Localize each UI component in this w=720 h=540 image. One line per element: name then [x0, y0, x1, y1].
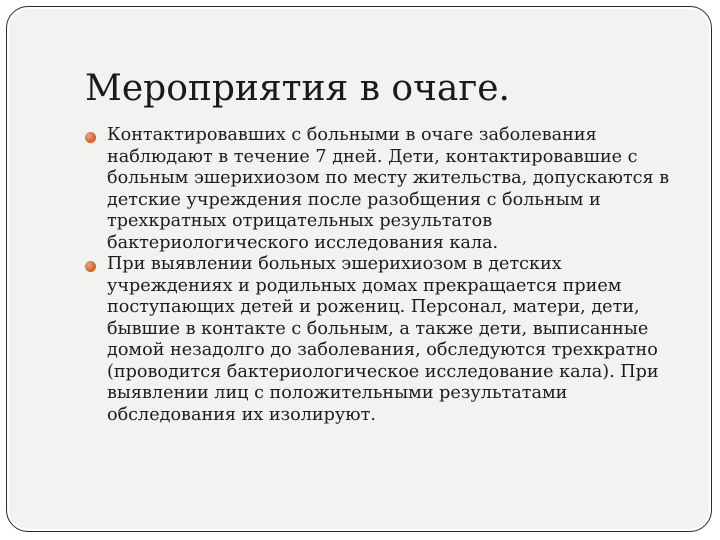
bullet-text: При выявлении больных эшерихиозом в детских учреждениях и родильных домах прекращается прием поступающих детей и рожениц. Персонал, матери, дети, бывшие в контакте с больным, а также дети, выписанные домой незадолго до заболевания, обследуются трехкратно (проводится бактериологическое исследование кала). При выявлении лиц с положительными результатами обследования их изолируют.: [107, 254, 659, 425]
bullet-item: [85, 254, 691, 426]
slide-frame: [6, 6, 712, 532]
bullet-text: Контактировавших с больными в очаге заболевания наблюдают в течение 7 дней. Дети, контактировавшие с больным эшерихиозом по месту жительства, допускаются в детские учреждения после разобщения с больным и трехкратных отрицательных результатов бактериологического исследования кала.: [107, 125, 670, 253]
bullet-item: [85, 125, 691, 254]
round-bullet-icon: [85, 132, 96, 143]
slide-title: Мероприятия в очаге.: [85, 68, 510, 109]
bullet-list: [85, 125, 691, 426]
round-bullet-icon: [85, 261, 96, 272]
